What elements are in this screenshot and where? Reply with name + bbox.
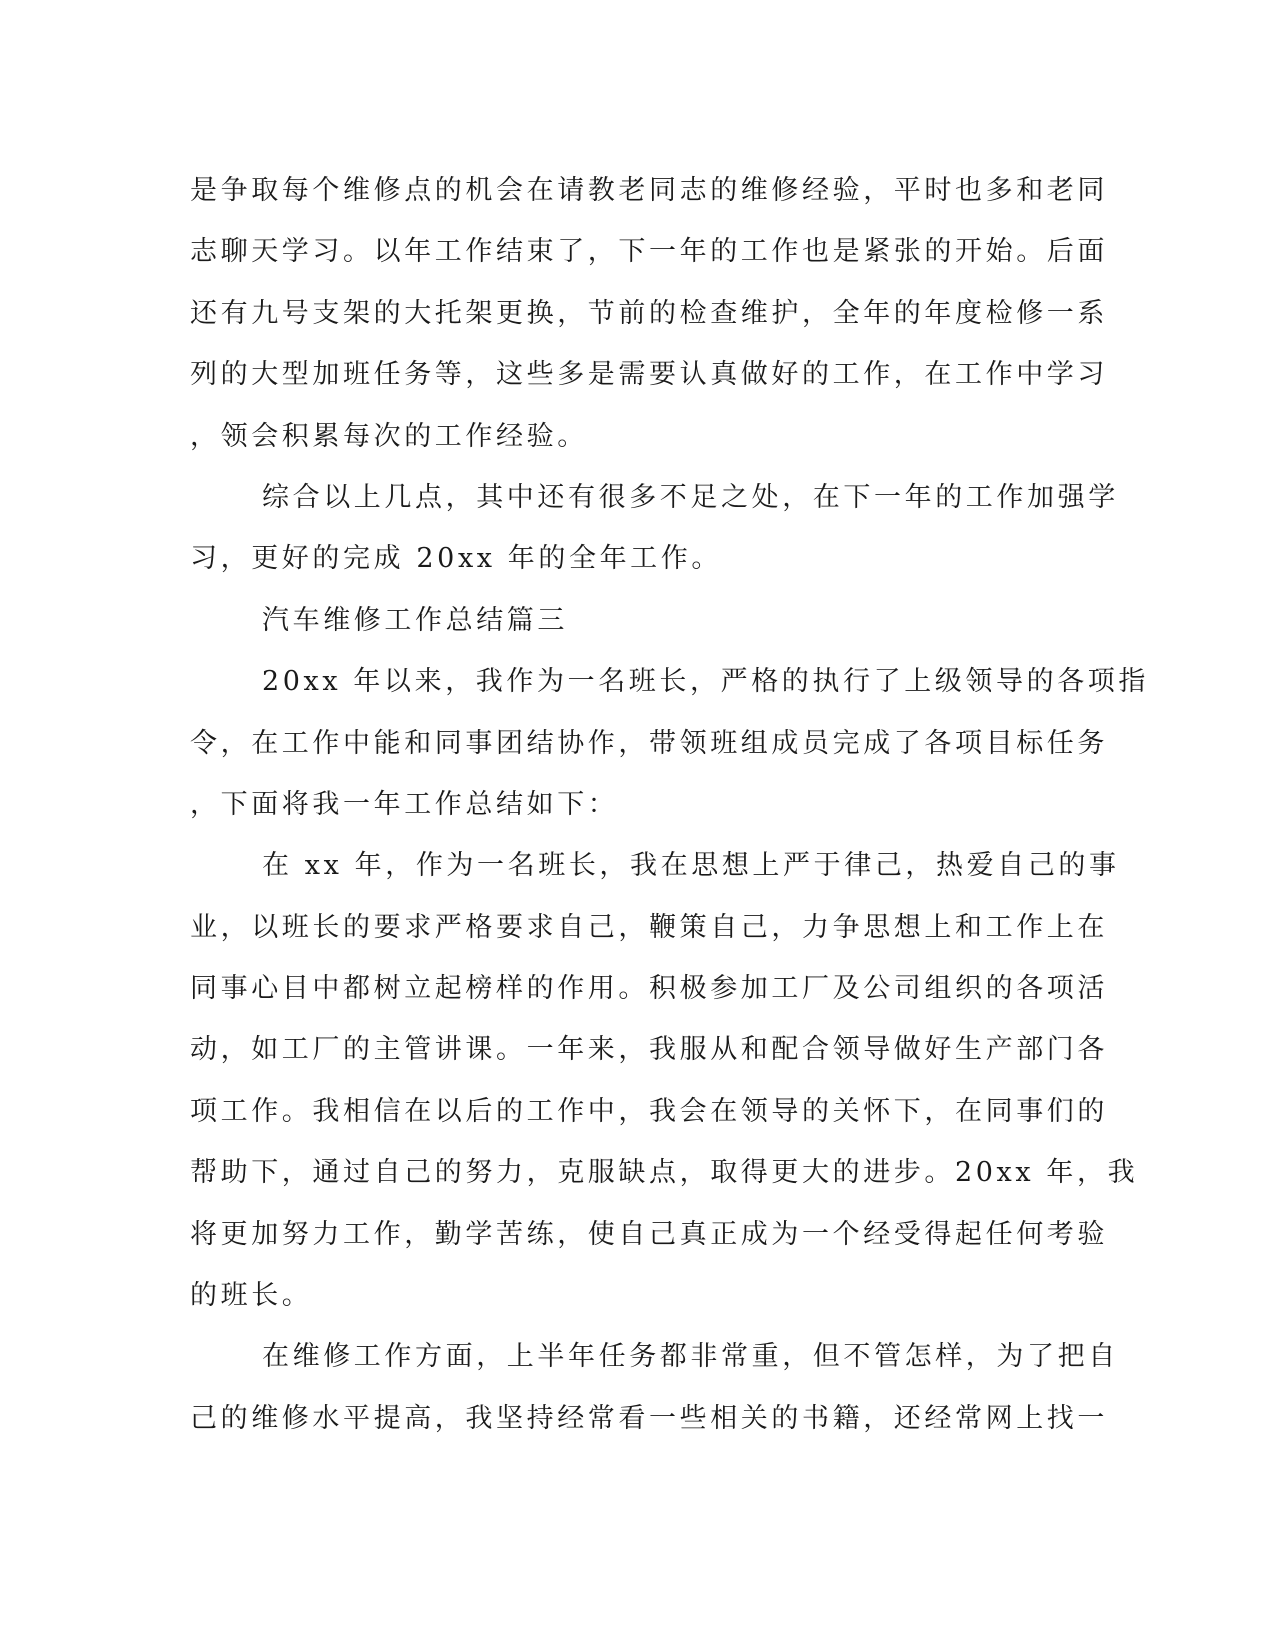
section-heading: 汽车维修工作总结篇三 — [262, 604, 568, 636]
text-line: 己的维修水平提高，我坚持经常看一些相关的书籍，还经常网上找一 — [190, 1402, 1108, 1434]
text-line: 还有九号支架的大托架更换，节前的检查维护，全年的年度检修一系 — [190, 297, 1108, 329]
text-line: 的班长。 — [190, 1280, 313, 1312]
text-line: 习，更好的完成 20xx 年的全年工作。 — [190, 543, 722, 575]
document-body — [190, 160, 1149, 1449]
text-line: 列的大型加班任务等，这些多是需要认真做好的工作，在工作中学习 — [190, 359, 1108, 391]
text-line: 志聊天学习。以年工作结束了，下一年的工作也是紧张的开始。后面 — [190, 236, 1108, 268]
text-line: 令，在工作中能和同事团结协作，带领班组成员完成了各项目标任务 — [190, 727, 1108, 759]
text-line: 项工作。我相信在以后的工作中，我会在领导的关怀下，在同事们的 — [190, 1095, 1108, 1127]
paragraph-first-line: 综合以上几点，其中还有很多不足之处，在下一年的工作加强学 — [262, 481, 1119, 513]
paragraph-first-line: 在维修工作方面，上半年任务都非常重，但不管怎样，为了把自 — [262, 1341, 1119, 1373]
text-line: ，领会积累每次的工作经验。 — [190, 420, 588, 452]
text-line: 将更加努力工作，勤学苦练，使自己真正成为一个经受得起任何考验 — [190, 1218, 1108, 1250]
text-line: 帮助下，通过自己的努力，克服缺点，取得更大的进步。20xx 年，我 — [190, 1157, 1139, 1189]
text-line: 业，以班长的要求严格要求自己，鞭策自己，力争思想上和工作上在 — [190, 911, 1108, 943]
text-line: 是争取每个维修点的机会在请教老同志的维修经验，平时也多和老同 — [190, 175, 1108, 206]
text-line: 同事心目中都树立起榜样的作用。积极参加工厂及公司组织的各项活 — [190, 973, 1108, 1005]
paragraph-first-line: 20xx 年以来，我作为一名班长，严格的执行了上级领导的各项指 — [262, 666, 1149, 698]
paragraph-first-line: 在 xx 年，作为一名班长，我在思想上严于律己，热爱自己的事 — [262, 850, 1120, 882]
text-line: ，下面将我一年工作总结如下： — [190, 788, 619, 820]
text-line: 动，如工厂的主管讲课。一年来，我服从和配合领导做好生产部门各 — [190, 1034, 1108, 1066]
